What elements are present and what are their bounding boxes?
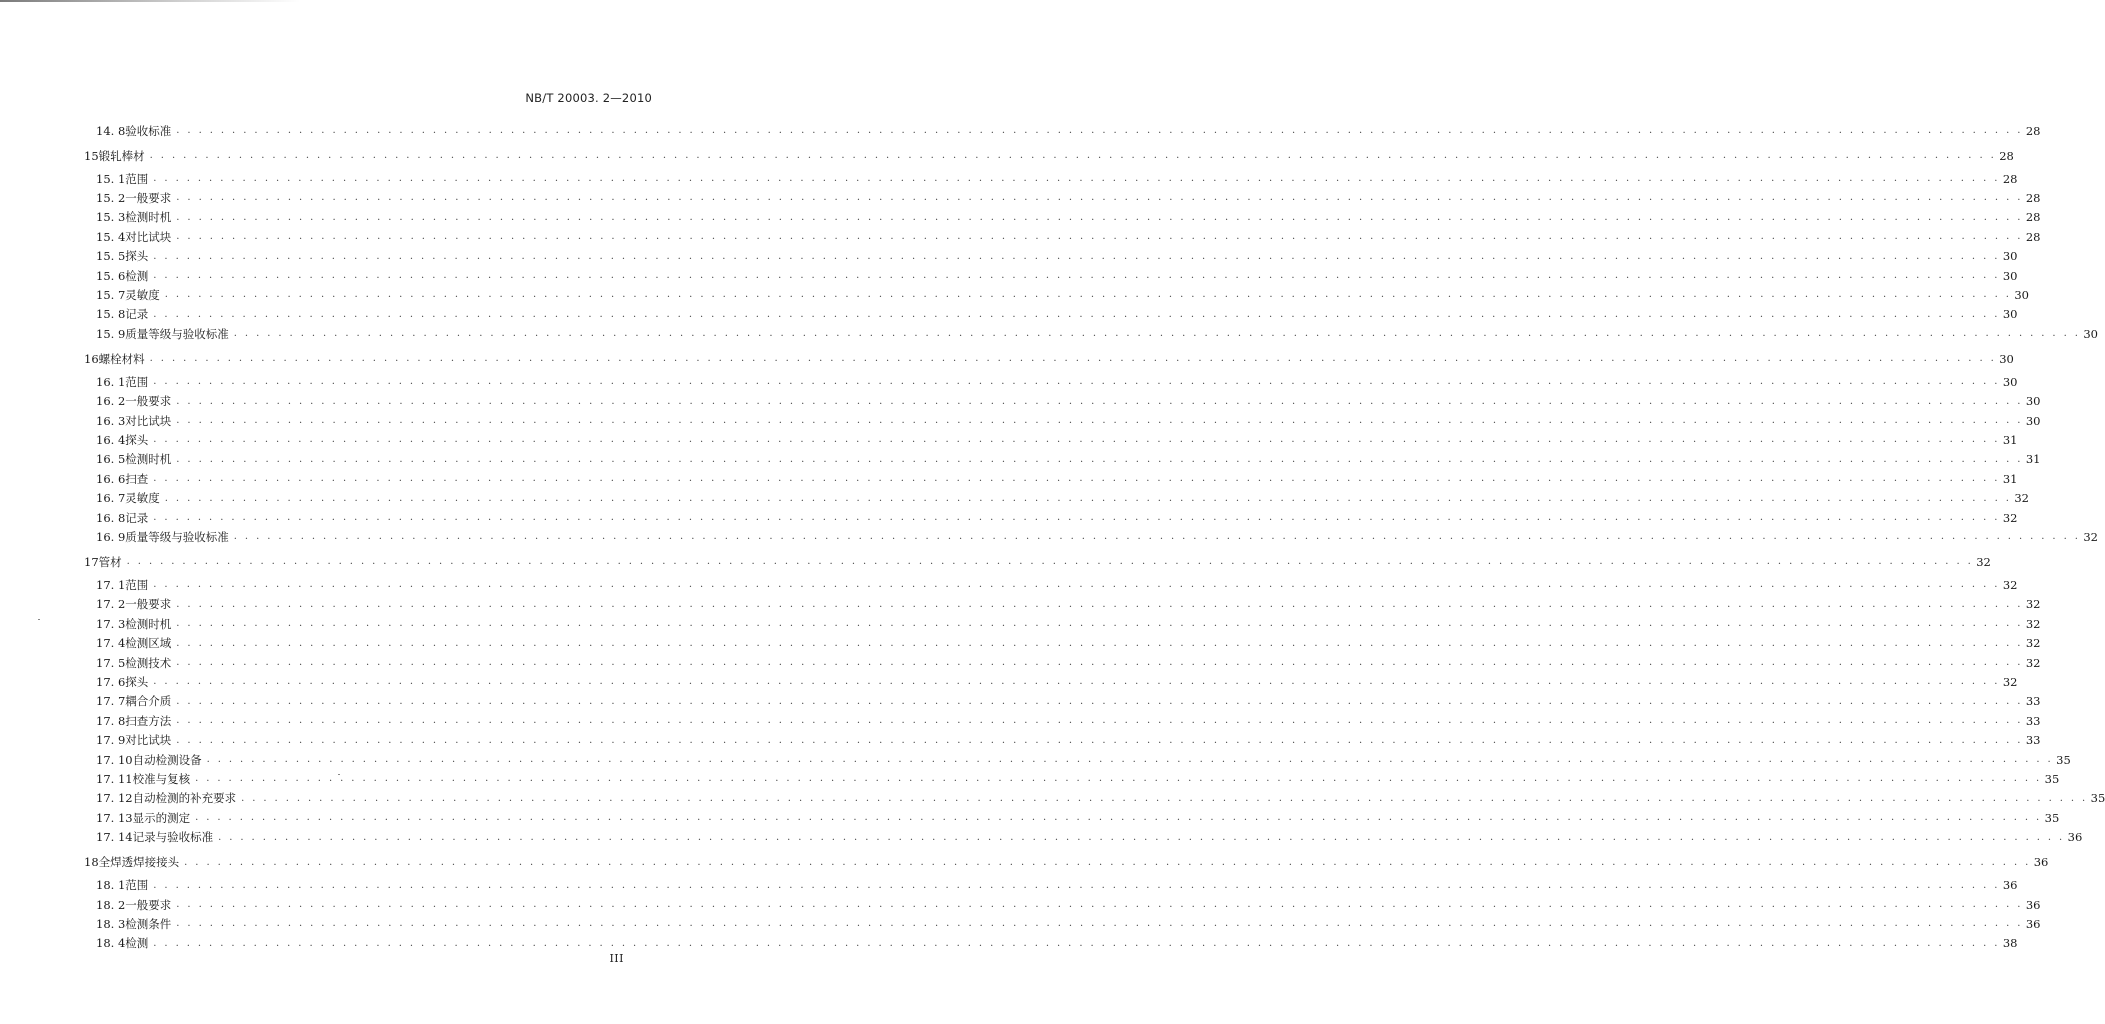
- toc-entry-page: 28: [2025, 210, 2041, 225]
- toc-entry-page: 31: [2002, 471, 2018, 486]
- toc-entry-title: 检测技术: [125, 655, 172, 670]
- toc-entry-page: 28: [1999, 148, 2014, 163]
- toc-entry-number: 17. 10: [96, 752, 133, 767]
- toc-dot-leader: [176, 125, 2023, 136]
- toc-entry-page: 32: [2025, 655, 2041, 670]
- toc-dot-leader: [176, 715, 2023, 726]
- toc-entry-page: 30: [2025, 413, 2041, 428]
- toc-entry-number: 15. 1: [96, 171, 126, 186]
- toc-entry-number: 18. 1: [96, 878, 126, 893]
- toc-entry-number: 16. 8: [96, 510, 126, 525]
- toc-entry-title: 探头: [125, 432, 149, 447]
- toc-dot-leader: [153, 251, 2000, 262]
- toc-entry-number: 16. 6: [96, 471, 126, 486]
- toc-entry-number: 18: [84, 855, 99, 870]
- toc-entry-title: 管材: [98, 554, 122, 569]
- toc-dot-leader: [176, 454, 2023, 465]
- toc-dot-leader: [150, 150, 1997, 161]
- toc-entry-title: 一般要求: [125, 190, 172, 205]
- toc-entry-number: 17. 5: [96, 655, 126, 670]
- toc-entry-page: 30: [2014, 287, 2029, 302]
- toc-entry-number: 17. 4: [96, 636, 126, 651]
- toc-entry-title: 对比试块: [125, 733, 172, 748]
- toc-dot-leader: [234, 328, 2081, 339]
- toc-section-entry[interactable]: [0, 769, 2060, 788]
- toc-section-entry[interactable]: [0, 575, 2018, 594]
- toc-entry-title: 质量等级与验收标准: [125, 529, 229, 544]
- toc-entry-page: 28: [2025, 229, 2041, 244]
- toc-entry-number: 16. 2: [96, 394, 126, 409]
- toc-entry-title: 自动检测设备: [132, 752, 202, 767]
- toc-entry-page: 28: [2025, 123, 2041, 138]
- toc-entry-title: 对比试块: [125, 229, 172, 244]
- toc-dot-leader: [176, 192, 2023, 203]
- toc-section-entry[interactable]: [0, 247, 2018, 266]
- toc-dot-leader: [176, 735, 2023, 746]
- toc-entry-title: 扫查: [125, 471, 149, 486]
- toc-section-entry[interactable]: [0, 208, 2041, 227]
- toc-entry-page: 32: [2002, 674, 2018, 689]
- toc-entry-page: 35: [2044, 771, 2060, 786]
- toc-entry-title: 检测条件: [125, 916, 172, 931]
- toc-entry-number: 16. 9: [96, 529, 126, 544]
- toc-dot-leader: [195, 773, 2042, 784]
- toc-dot-leader: [153, 376, 2000, 387]
- toc-section-entry[interactable]: [0, 450, 2041, 469]
- toc-entry-page: 31: [2002, 432, 2018, 447]
- toc-chapter-entry[interactable]: [0, 552, 1991, 571]
- toc-entry-title: 检测区域: [125, 636, 172, 651]
- toc-entry-number: 15: [84, 148, 99, 163]
- document-code: NB/T 20003. 2—2010: [525, 91, 652, 105]
- toc-entry-number: 16. 7: [96, 491, 126, 506]
- toc-dot-leader: [176, 918, 2023, 929]
- toc-dot-leader: [176, 899, 2023, 910]
- toc-entry-number: 17. 2: [96, 597, 126, 612]
- toc-section-entry[interactable]: [0, 789, 2105, 808]
- toc-section-entry[interactable]: [0, 430, 2018, 449]
- toc-entry-page: 28: [2025, 190, 2041, 205]
- toc-section-entry[interactable]: [0, 876, 2018, 895]
- toc-entry-page: 30: [2002, 374, 2018, 389]
- toc-entry-page: 35: [2044, 810, 2060, 825]
- toc-entry-page: 32: [2002, 510, 2018, 525]
- toc-entry-title: 一般要求: [125, 394, 172, 409]
- toc-entry-page: 30: [2002, 249, 2018, 264]
- scan-edge-line: [0, 0, 300, 2]
- toc-entry-number: 17. 7: [96, 694, 126, 709]
- toc-entry-page: 32: [2002, 577, 2018, 592]
- toc-entry-page: 32: [2014, 491, 2029, 506]
- toc-entry-number: 18. 3: [96, 916, 126, 931]
- toc-entry-number: 15. 4: [96, 229, 126, 244]
- toc-entry-title: 范围: [125, 577, 149, 592]
- toc-dot-leader: [153, 938, 2000, 949]
- toc-entry-number: 16: [84, 351, 99, 366]
- toc-entry-number: 18. 4: [96, 936, 126, 951]
- toc-entry-number: 14. 8: [96, 123, 126, 138]
- toc-entry-number: 16. 3: [96, 413, 126, 428]
- toc-dot-leader: [153, 173, 2000, 184]
- toc-entry-page: 30: [2083, 326, 2098, 341]
- toc-dot-leader: [184, 857, 2031, 868]
- toc-dot-leader: [153, 309, 2000, 320]
- toc-entry-page: 36: [2033, 855, 2049, 870]
- toc-entry-title: 全焊透焊接接头: [98, 855, 180, 870]
- toc-entry-page: 35: [2090, 791, 2105, 806]
- toc-dot-leader: [153, 676, 2000, 687]
- toc-entry-number: 17. 1: [96, 577, 126, 592]
- toc-entry-title: 灵敏度: [125, 287, 160, 302]
- toc-entry-page: 38: [2002, 936, 2018, 951]
- toc-entry-number: 17. 8: [96, 713, 126, 728]
- toc-entry-number: 15. 5: [96, 249, 126, 264]
- toc-entry-title: 范围: [125, 171, 149, 186]
- toc-entry-page: 33: [2025, 694, 2041, 709]
- toc-entry-title: 质量等级与验收标准: [125, 326, 229, 341]
- toc-entry-title: 灵敏度: [125, 491, 160, 506]
- toc-section-entry[interactable]: [0, 508, 2018, 527]
- toc-section-entry[interactable]: [0, 266, 2018, 285]
- toc-section-entry[interactable]: [0, 808, 2060, 827]
- toc-dot-leader: [127, 556, 1974, 567]
- toc-entry-page: 36: [2002, 878, 2018, 893]
- toc-section-entry[interactable]: [0, 595, 2041, 614]
- toc-entry-title: 检测时机: [125, 452, 172, 467]
- toc-entry-number: 15. 2: [96, 190, 126, 205]
- toc-dot-leader: [234, 531, 2081, 542]
- toc-entry-number: 17. 3: [96, 616, 126, 631]
- toc-section-entry[interactable]: [0, 372, 2018, 391]
- toc-entry-number: 17. 6: [96, 674, 126, 689]
- toc-entry-page: 30: [2002, 307, 2018, 322]
- toc-entry-title: 扫查方法: [125, 713, 172, 728]
- toc-dot-leader: [176, 657, 2023, 668]
- toc-dot-leader: [176, 618, 2023, 629]
- toc-section-entry[interactable]: [0, 828, 2083, 847]
- toc-entry-number: 16. 5: [96, 452, 126, 467]
- toc-entry-title: 耦合介质: [125, 694, 172, 709]
- toc-dot-leader: [153, 270, 2000, 281]
- page-number: III: [609, 952, 624, 965]
- toc-entry-page: 31: [2025, 452, 2041, 467]
- toc-entry-page: 28: [2002, 171, 2018, 186]
- toc-entry-title: 一般要求: [125, 897, 172, 912]
- toc-entry-title: 校准与复核: [132, 771, 191, 786]
- toc-section-entry[interactable]: [0, 188, 2041, 207]
- toc-entry-title: 验收标准: [125, 123, 172, 138]
- toc-dot-leader: [153, 473, 2000, 484]
- toc-entry-page: 32: [2083, 529, 2098, 544]
- toc-section-entry[interactable]: [0, 285, 2029, 304]
- toc-dot-leader: [176, 231, 2023, 242]
- toc-section-entry[interactable]: [0, 527, 2098, 546]
- toc-section-entry[interactable]: [0, 895, 2041, 914]
- toc-dot-leader: [195, 812, 2042, 823]
- toc-entry-title: 一般要求: [125, 597, 172, 612]
- toc-dot-leader: [176, 415, 2023, 426]
- toc-dot-leader: [165, 493, 2012, 504]
- toc-entry-title: 探头: [125, 674, 149, 689]
- toc-dot-leader: [153, 434, 2000, 445]
- toc-entry-number: 16. 4: [96, 432, 126, 447]
- toc-dot-leader: [176, 599, 2023, 610]
- toc-section-entry[interactable]: [0, 653, 2041, 672]
- toc-entry-page: 36: [2067, 830, 2083, 845]
- toc-entry-number: 17. 14: [96, 830, 133, 845]
- toc-dot-leader: [176, 638, 2023, 649]
- toc-dot-leader: [176, 696, 2023, 707]
- toc-entry-page: 33: [2025, 713, 2041, 728]
- toc-dot-leader: [241, 793, 2088, 804]
- toc-entry-title: 检测时机: [125, 210, 172, 225]
- toc-section-entry[interactable]: [0, 614, 2041, 633]
- toc-entry-number: 16. 1: [96, 374, 126, 389]
- toc-dot-leader: [218, 832, 2065, 843]
- toc-chapter-entry[interactable]: [0, 146, 2014, 165]
- toc-section-entry[interactable]: [0, 914, 2041, 933]
- toc-chapter-entry[interactable]: [0, 349, 2014, 368]
- toc-section-entry[interactable]: [0, 692, 2041, 711]
- toc-section-entry[interactable]: [0, 324, 2098, 343]
- toc-section-entry[interactable]: [0, 750, 2071, 769]
- toc-section-entry[interactable]: [0, 392, 2041, 411]
- toc-entry-page: 32: [2025, 616, 2041, 631]
- toc-chapter-entry[interactable]: [0, 853, 2049, 872]
- toc-entry-title: 检测: [125, 268, 149, 283]
- toc-section-entry[interactable]: [0, 169, 2018, 188]
- toc-entry-page: 32: [1976, 554, 1991, 569]
- toc-entry-number: 17. 9: [96, 733, 126, 748]
- toc-entry-page: 32: [2025, 597, 2041, 612]
- toc-section-entry[interactable]: [0, 469, 2018, 488]
- toc-dot-leader: [153, 512, 2000, 523]
- toc-entry-title: 记录与验收标准: [132, 830, 214, 845]
- toc-entry-number: 15. 9: [96, 326, 126, 341]
- toc-dot-leader: [165, 289, 2012, 300]
- toc-entry-page: 32: [2025, 636, 2041, 651]
- toc-section-entry[interactable]: [0, 305, 2018, 324]
- toc-entry-number: 17. 12: [96, 791, 133, 806]
- toc-section-entry[interactable]: [0, 711, 2041, 730]
- toc-entry-number: 17. 13: [96, 810, 133, 825]
- toc-entry-page: 33: [2025, 733, 2041, 748]
- toc-entry-page: 35: [2056, 752, 2071, 767]
- toc-entry-number: 15. 8: [96, 307, 126, 322]
- toc-entry-number: 15. 7: [96, 287, 126, 302]
- toc-entry-title: 记录: [125, 510, 149, 525]
- toc-dot-leader: [153, 880, 2000, 891]
- toc-entry-title: 锻轧棒材: [98, 148, 145, 163]
- toc-dot-leader: [150, 353, 1997, 364]
- toc-entry-title: 显示的测定: [132, 810, 191, 825]
- toc-section-entry[interactable]: [0, 227, 2041, 246]
- toc-entry-page: 30: [2002, 268, 2018, 283]
- toc-dot-leader: [207, 754, 2054, 765]
- scan-speck: [338, 774, 340, 775]
- toc-section-entry[interactable]: [0, 634, 2041, 653]
- toc-entry-title: 检测: [125, 936, 149, 951]
- toc-entry-title: 范围: [125, 374, 149, 389]
- toc-entry-page: 36: [2025, 897, 2041, 912]
- toc-entry-title: 记录: [125, 307, 149, 322]
- toc-entry-number: 15. 3: [96, 210, 126, 225]
- toc-section-entry[interactable]: [0, 121, 2041, 140]
- toc-entry-page: 30: [2025, 394, 2041, 409]
- toc-entry-title: 探头: [125, 249, 149, 264]
- toc-section-entry[interactable]: [0, 411, 2041, 430]
- toc-entry-title: 自动检测的补充要求: [132, 791, 237, 806]
- toc-entry-title: 检测时机: [125, 616, 172, 631]
- toc-section-entry[interactable]: [0, 934, 2018, 953]
- toc-dot-leader: [153, 579, 2000, 590]
- toc-dot-leader: [176, 396, 2023, 407]
- toc-entry-title: 范围: [125, 878, 149, 893]
- toc-section-entry[interactable]: [0, 731, 2041, 750]
- toc-entry-page: 36: [2025, 916, 2041, 931]
- toc-entry-number: 15. 6: [96, 268, 126, 283]
- toc-entry-number: 17: [84, 554, 99, 569]
- toc-entry-title: 对比试块: [125, 413, 172, 428]
- toc-section-entry[interactable]: [0, 489, 2029, 508]
- toc-entry-page: 30: [1999, 351, 2014, 366]
- toc-section-entry[interactable]: [0, 672, 2018, 691]
- toc-entry-number: 17. 11: [96, 771, 133, 786]
- toc-entry-number: 18. 2: [96, 897, 126, 912]
- scan-speck: [38, 619, 40, 620]
- toc-dot-leader: [176, 212, 2023, 223]
- toc-entry-title: 螺栓材料: [98, 351, 145, 366]
